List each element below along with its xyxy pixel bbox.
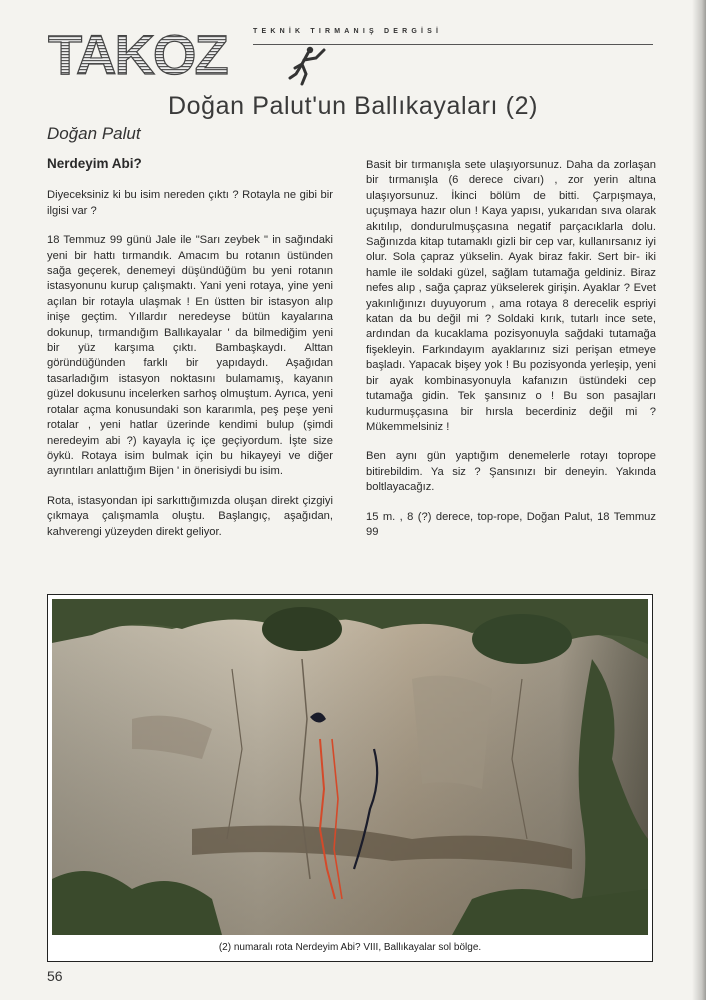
paragraph: Rota, istasyondan ipi sarkıttığımızda oluşan direkt çizgiyi çıkmaya çalışmamla oluştu. Başlangıç, aşağıdan, kahverengi yüzeyden direkt geliyor. [47,494,333,538]
cliff-photo [52,599,648,935]
magazine-subtitle: TEKNİK TIRMANIŞ DERGİSİ [253,28,443,35]
masthead [48,14,648,86]
article-title: Doğan Palut'un Ballıkayaları (2) [168,92,538,120]
paragraph: 15 m. , 8 (?) derece, top-rope, Doğan Palut, 18 Temmuz 99 [366,510,656,538]
paragraph: Basit bir tırmanışla sete ulaşıyorsunuz. Daha da zorlaşan bir tırmanışla (6 derece civarı) , zor yerin altına ulaşıyorsunuz. İkinci bölüm de bitti. Çarpışmaya, uçuşmaya hazır olun ! Kaya yapısı, yukarıdan sıva olarak akıtılıp, dondurulmuşçasına negatif parçacıklarla dolu. Sağınızda kitap tutamaklı gizli bir cep var, kullanırsanız iyi olur. Sola çapraz yükselin. Ayak biraz fakir. Sert bir- iki hamle ile soldaki güzel, sağlam tutamağa geldiniz. Biraz nefes alıp , sağa çapraz yükselerek girişin. Ayaklar ? Evet yakınlığınızı duyuyorum , ama rotaya 8 derecelik espriyi katan da bu değil mi ? Soldaki kırık, tutarlı ince sete, ardından da kucaklama pozisyonuyla sağdaki tutamağa fişekleyin. Farkındayım ayaklarınız sizi perişan etmeye başladı. Yapacak bişey yok ! Bu pozisyonda yerleşip, yeni bir ayak kombinasyonuyla kafanızın üstündeki cep tutamağa gidin. Tek şansınız o ! Bu son pasajları kudurmuşçasına bir hırsla becerdiniz değil mi ? Mükemmelsiniz ! [366,159,656,433]
page-edge-shadow [692,0,706,1000]
section-heading: Nerdeyim Abi? [47,156,142,171]
paragraph: Diyeceksiniz ki bu isim nereden çıktı ? Rotayla ne gibi bir ilgisi var ? [47,189,333,217]
article-author: Doğan Palut [47,124,141,143]
right-column [366,158,656,540]
takoz-logo [48,24,248,80]
photo-figure [47,594,653,962]
photo-caption: (2) numaralı rota Nerdeyim Abi? VIII, Ballıkayalar sol bölge. [218,942,482,953]
logo-text: TAKOZ [48,24,227,80]
left-column [47,156,333,540]
paragraph: Ben aynı gün yaptığım denemelerle rotayı toprope bitirebildim. Ya siz ? Şansınızı bir deneyin. Yakında boltlayacağız. [366,450,656,494]
page-number: 56 [47,968,63,984]
climber-silhouette-icon [284,44,330,86]
paragraph: 18 Temmuz 99 günü Jale ile "Sarı zeybek " in sağındaki yeni bir hattı tırmandık. Amacım bu rotanın üstünden sağa geçerek, denemeyi düşündüğüm bu yeni rotanın istasyonunu kurup çalışmaktı. Yani yeni rotaya, yine yeni açılan bir rotayla ulaşmak ! En üstten bir istasyon alıp inişe geçtim. Yıllardır neredeyse bütün kayalarına dokunup, tırmandığım Ballıkayalar ' da bilmediğim yeni bir yüz karşıma çıktı. Bambaşkaydı. Alttan göründüğünden farklı bir yapıdaydı. Aşağıdan tasarladığım istasyon noktasını bulamamış, kayanın güzel dokusunu incelerken sarhoş olmuştum. Ayrıca, yeni rotalar açma konusundaki son kararımla, peş peşe yeni rotalar , yeni hatlar üzerinde kendimi bulup (şimdi neredeyim abi ?) kayayla iç içe geçiyordum. İşte size öykü. Rotaya isim bulmak için bu hikayeyi ve diğer ayrıntıları anlattığım Bijen ' in önerisiydi bu isim. [47,234,333,478]
